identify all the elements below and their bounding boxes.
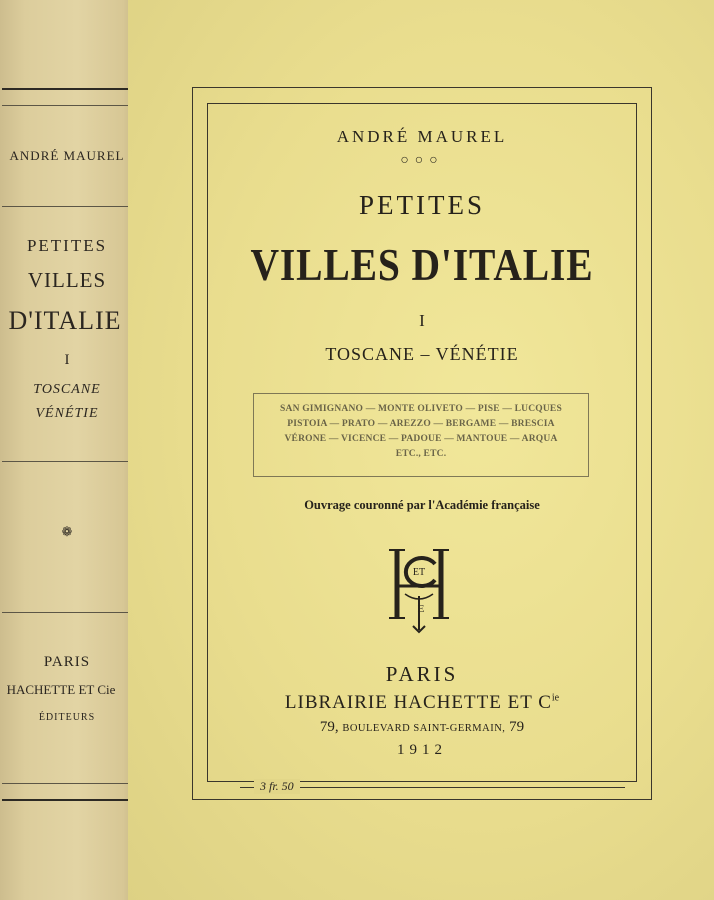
cover-author: ANDRÉ MAUREL — [336, 127, 508, 146]
towns-line: PISTOIA — PRATO — AREZZO — BERGAME — BRESCIA — [287, 419, 555, 429]
spine-publisher-role: ÉDITEURS — [38, 712, 96, 723]
spine-rule — [2, 206, 132, 207]
svg-text:ET: ET — [412, 567, 426, 578]
address-number: 79 — [509, 719, 525, 735]
spine-rule-bottom — [2, 799, 132, 801]
publisher-name: LIBRAIRIE HACHETTE ET C — [284, 692, 552, 713]
cover-title-small: PETITES — [359, 190, 485, 220]
award-text: Ouvrage couronné par l'Académie française — [304, 498, 540, 512]
price-label: 3 fr. 50 — [254, 779, 300, 794]
spine-subtitle-line2: VÉNÉTIE — [35, 406, 99, 421]
spine-rule — [2, 461, 132, 462]
spine-volume: I — [64, 352, 70, 368]
spine-author: ANDRÉ MAUREL — [9, 148, 125, 163]
svg-text:E: E — [417, 603, 425, 615]
towns-line: SAN GIMIGNANO — MONTE OLIVETO — PISE — LUCQUES — [280, 404, 562, 414]
spine-title-line2: VILLES — [27, 268, 107, 292]
spine-title-line3: D'ITALIE — [8, 306, 122, 335]
spine-title-line1: PETITES — [26, 236, 108, 255]
book-spine — [0, 0, 140, 900]
cover-volume: I — [419, 311, 425, 330]
spine-rule-top — [2, 88, 132, 90]
towns-line: VÉRONE — VICENCE — PADOUE — MANTOUE — ARQUA — [284, 434, 558, 444]
cover-ornament-icon: ○○○ — [400, 153, 444, 168]
spine-ornament-icon: ❁ — [61, 524, 73, 539]
address-number: 79, — [319, 719, 339, 735]
spine-publisher: HACHETTE ET Cie — [6, 682, 116, 697]
cover-city: PARIS — [385, 662, 459, 686]
spine-rule — [2, 105, 132, 106]
publisher-address — [207, 719, 637, 736]
spine-subtitle-line1: TOSCANE — [33, 382, 101, 397]
cover-subtitle: TOSCANE – VÉNÉTIE — [325, 344, 519, 364]
publisher-monogram-icon — [387, 546, 451, 636]
publisher-suffix: ie — [551, 692, 560, 704]
spine-rule — [2, 783, 132, 784]
publication-year: 1912 — [397, 742, 447, 758]
towns-box — [253, 393, 589, 477]
towns-line: ETC., ETC. — [395, 449, 447, 459]
cover-title-large: VILLES D'ITALIE — [250, 239, 594, 290]
cover-publisher — [207, 692, 637, 714]
spine-city: PARIS — [43, 654, 91, 670]
address-street: BOULEVARD SAINT-GERMAIN, — [342, 723, 506, 734]
spine-rule — [2, 612, 132, 613]
